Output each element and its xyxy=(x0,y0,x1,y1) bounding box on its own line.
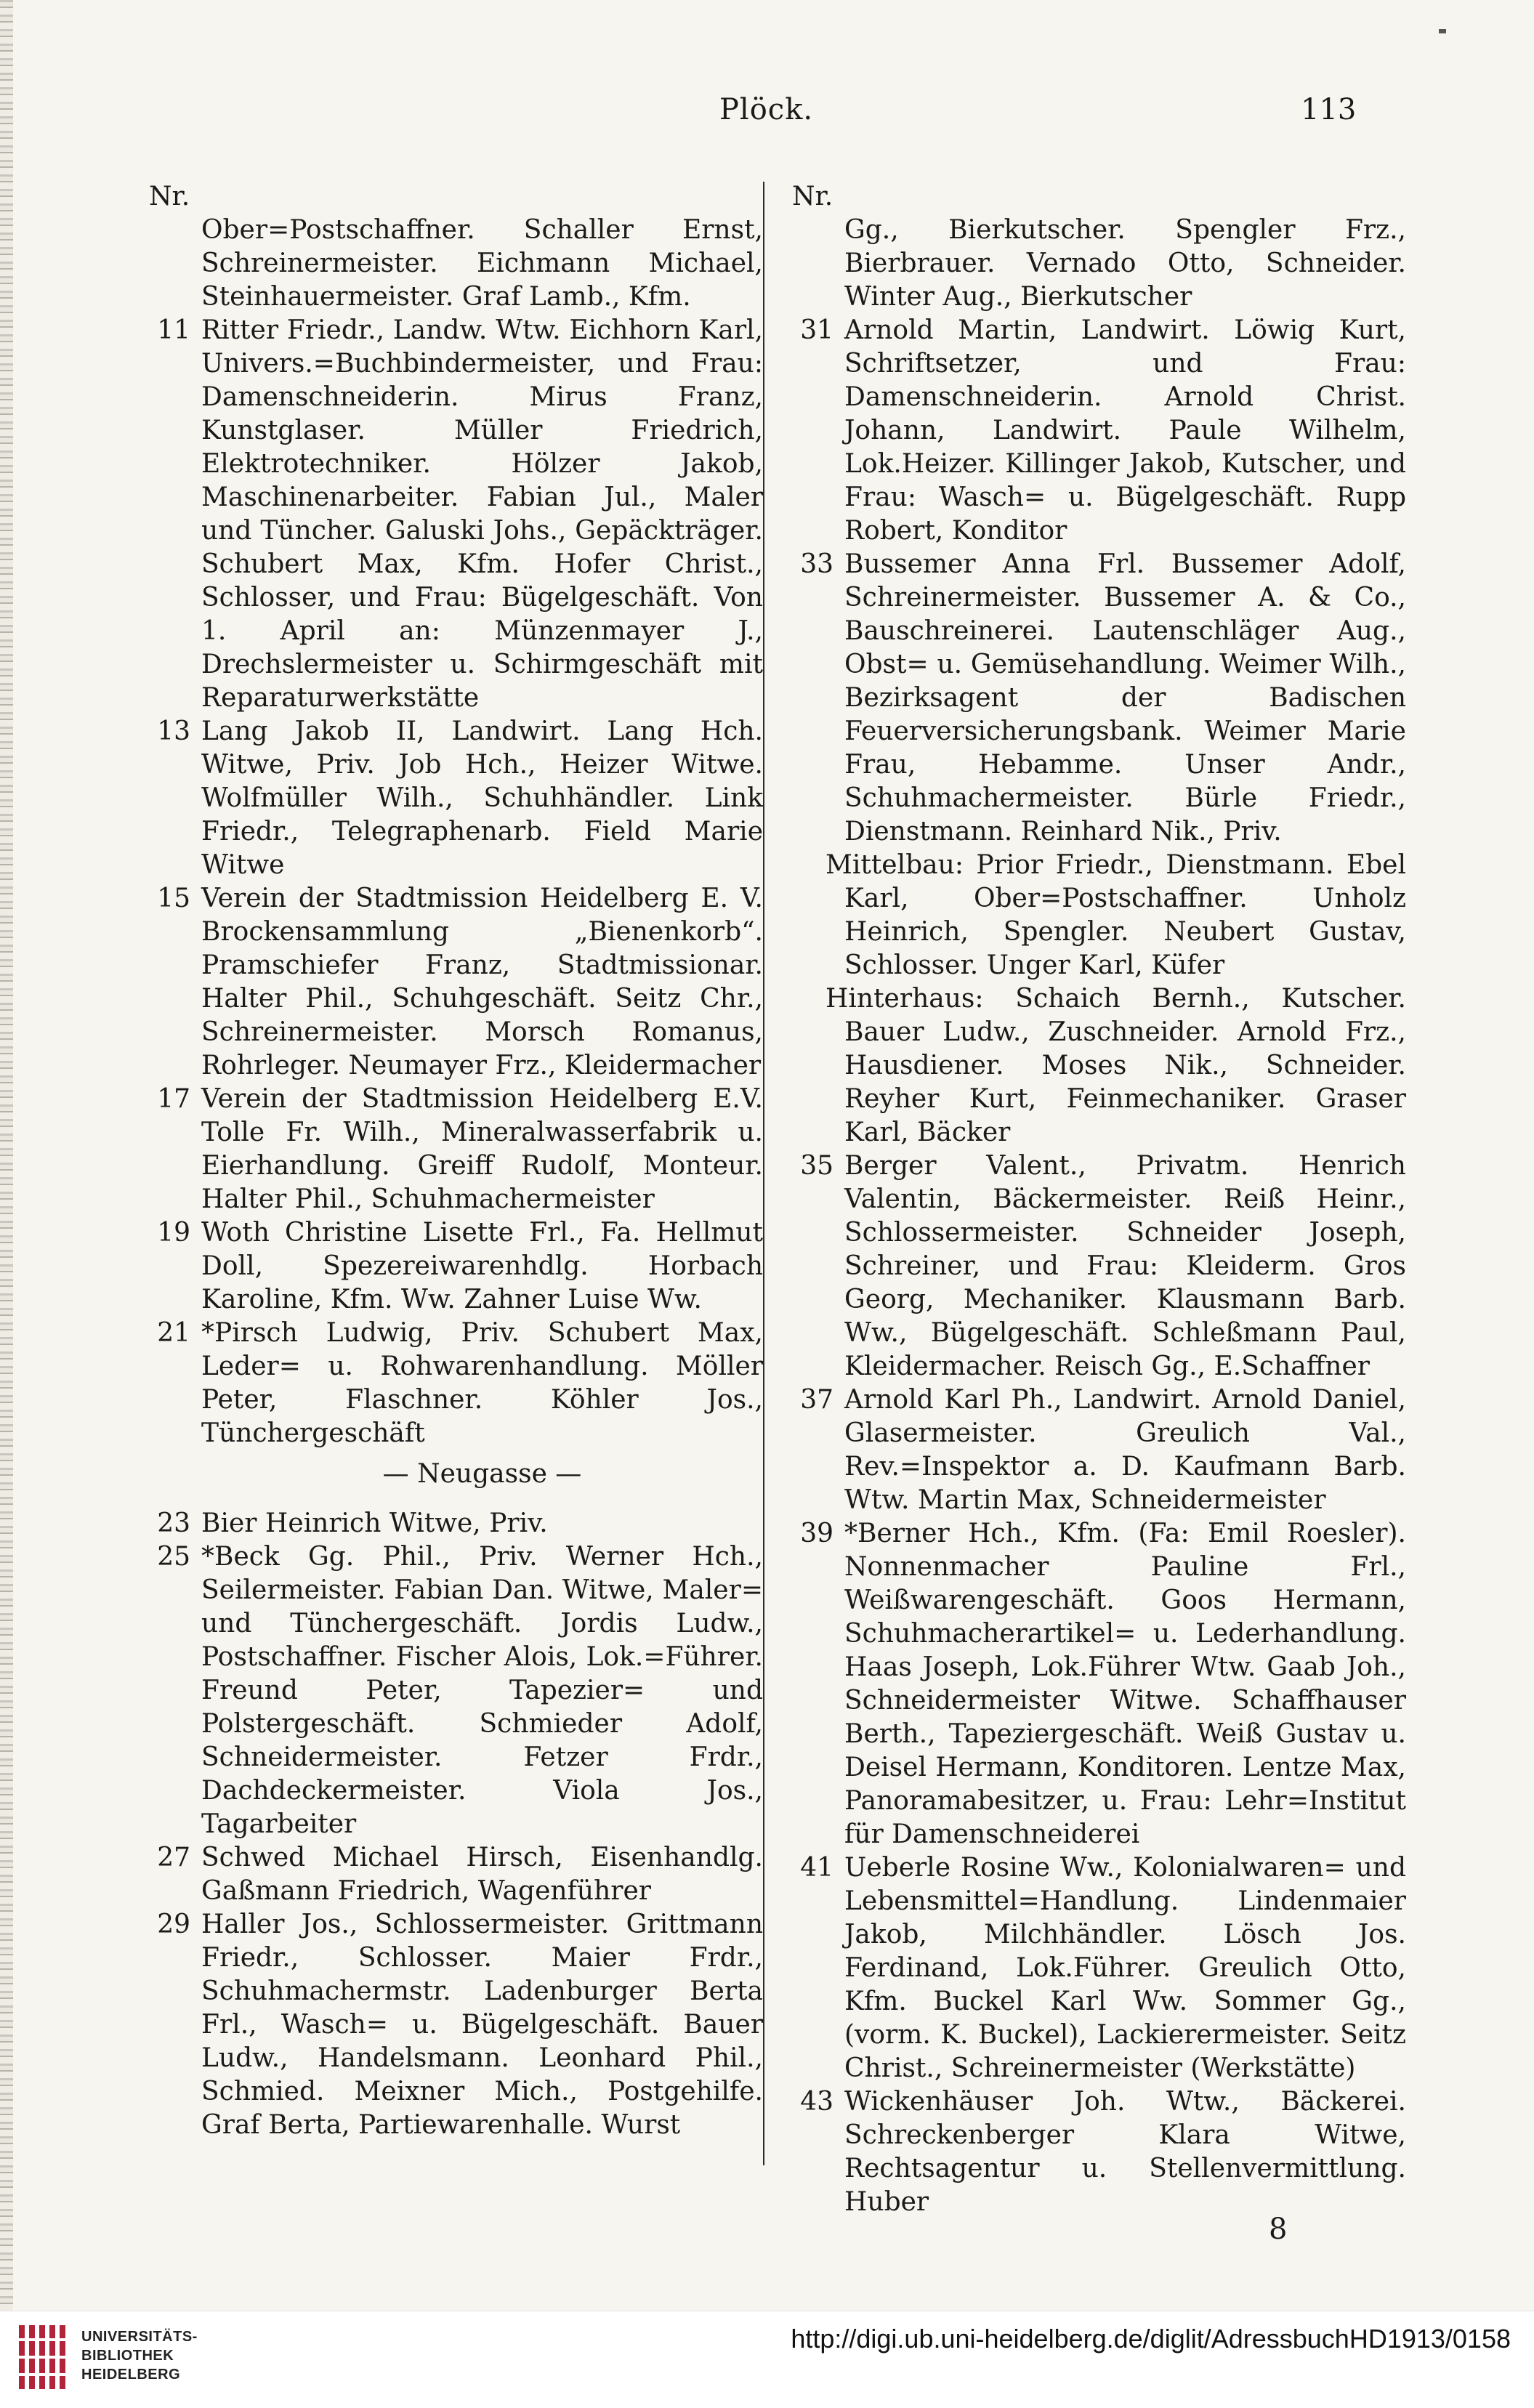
sheet-number: 8 xyxy=(1269,2213,1288,2246)
house-number: 37 xyxy=(800,1385,833,1415)
house-number: 43 xyxy=(800,2087,833,2117)
address-entry xyxy=(138,1216,763,1317)
resident-listing: Bier Heinrich Witwe, Priv. xyxy=(201,1508,548,1538)
column-header: Nr. xyxy=(149,182,190,211)
house-number: 35 xyxy=(800,1151,833,1181)
resident-listing: Woth Christine Lisette Frl., Fa. Hellmut Doll, Spezereiwarenhdlg. Horbach Karoline, Kfm. Ww. Zahner Luise Ww. xyxy=(201,1218,763,1314)
left-column xyxy=(138,180,763,2142)
running-head: Plöck. xyxy=(719,93,814,126)
address-entry xyxy=(781,1150,1406,1383)
house-number: 33 xyxy=(800,549,833,579)
address-entry xyxy=(781,849,1406,982)
address-entry xyxy=(781,214,1406,314)
library-name xyxy=(81,2327,198,2384)
resident-listing: Mittelbau: Prior Friedr., Dienstmann. Ebel Karl, Ober=Postschaffner. Unholz Heinrich, Spengler. Neubert Gustav, Schlosser. Unger Karl, Küfer xyxy=(825,850,1406,980)
address-entry xyxy=(138,1908,763,2142)
resident-listing: Ritter Friedr., Landw. Wtw. Eichhorn Karl, Univers.=Buchbindermeister, und Frau: Damenschneiderin. Mirus Franz, Kunstglaser. Müller Friedrich, Elektrotechniker. Hölzer Jakob, Maschinenarbeiter. Fabian Jul., Maler und Tüncher. Galuski Johs., Gepäckträger. Schubert Max, Kfm. Hofer Christ., Schlosser, und Frau: Bügelgeschäft. Von 1. April an: Münzenmayer J., Drechslermeister u. Schirmgeschäft mit Reparaturwerkstätte xyxy=(201,315,763,713)
resident-listing: Haller Jos., Schlossermeister. Grittmann Friedr., Schlosser. Maier Frdr., Schuhmachermstr. Ladenburger Berta Frl., Wasch= u. Bügelgeschäft. Bauer Ludw., Handelsmann. Leonhard Phil., Schmied. Meixner Mich., Postgehilfe. Graf Berta, Partiewarenhalle. Wurst xyxy=(201,1910,763,2140)
house-number: 27 xyxy=(157,1843,190,1872)
library-name-line: UNIVERSITÄTS- xyxy=(81,2329,198,2345)
address-entry xyxy=(781,314,1406,548)
resident-listing: Arnold Martin, Landwirt. Löwig Kurt, Schriftsetzer, und Frau: Damenschneiderin. Arnold Christ. Johann, Landwirt. Paule Wilhelm, Lok.Heizer. Killinger Jakob, Kutscher, und Frau: Wasch= u. Bügelgeschäft. Rupp Robert, Konditor xyxy=(844,315,1406,546)
resident-listing: *Pirsch Ludwig, Priv. Schubert Max, Leder= u. Rohwarenhandlung. Möller Peter, Flaschner. Köhler Jos., Tünchergeschäft xyxy=(201,1318,763,1448)
house-number: 17 xyxy=(157,1084,190,1114)
right-entries xyxy=(781,214,1406,2219)
house-number: 29 xyxy=(157,1910,190,1939)
address-entry xyxy=(138,1841,763,1908)
book-edge-strip xyxy=(0,0,13,2311)
scan-mark xyxy=(1439,29,1446,33)
column-divider xyxy=(763,182,764,2165)
address-entry xyxy=(138,882,763,1083)
resident-listing: Verein der Stadtmission Heidelberg E.V. Tolle Fr. Wilh., Mineralwasserfabrik u. Eierhandlung. Greiff Rudolf, Monteur. Halter Phil., Schuhmachermeister xyxy=(201,1084,763,1214)
address-entry xyxy=(138,1540,763,1841)
address-entry xyxy=(781,2085,1406,2219)
right-column xyxy=(781,180,1406,2219)
address-entry xyxy=(138,314,763,715)
house-number: 31 xyxy=(800,315,833,345)
resident-listing: Arnold Karl Ph., Landwirt. Arnold Daniel, Glasermeister. Greulich Val., Rev.=Inspektor a. D. Kaufmann Barb. Wtw. Martin Max, Schneidermeister xyxy=(844,1385,1406,1515)
column-header: Nr. xyxy=(792,182,833,211)
library-name-line: BIBLIOTHEK xyxy=(81,2348,174,2364)
resident-listing: Gg., Bierkutscher. Spengler Frz., Bierbrauer. Vernado Otto, Schneider. Winter Aug., Bierkutscher xyxy=(844,215,1406,312)
resident-listing: Verein der Stadtmission Heidelberg E. V. Brockensammlung „Bienenkorb“. Pramschiefer Franz, Stadtmissionar. Halter Phil., Schuhgeschäft. Seitz Chr., Schreinermeister. Morsch Romanus, Rohrleger. Neumayer Frz., Kleidermacher xyxy=(201,884,763,1080)
house-number: 25 xyxy=(157,1542,190,1572)
page-number: 113 xyxy=(1301,93,1357,126)
house-number: 41 xyxy=(800,1853,833,1883)
address-entry xyxy=(138,1507,763,1540)
street-heading: — Neugasse — xyxy=(382,1459,582,1489)
house-number: 21 xyxy=(157,1318,190,1348)
address-entry xyxy=(138,1083,763,1216)
house-number: 19 xyxy=(157,1218,190,1248)
resident-listing: Wickenhäuser Joh. Wtw., Bäckerei. Schreckenberger Klara Witwe, Rechtsagentur u. Stellenvermittlung. Huber xyxy=(844,2087,1406,2217)
address-entry xyxy=(781,548,1406,849)
house-number: 15 xyxy=(157,884,190,913)
address-entry xyxy=(781,1517,1406,1851)
resident-listing: Ueberle Rosine Ww., Kolonialwaren= und Lebensmittel=Handlung. Lindenmaier Jakob, Milchhändler. Lösch Jos. Ferdinand, Lok.Führer. Greulich Otto, Kfm. Buckel Karl Ww. Sommer Gg., (vorm. K. Buckel), Lackierermeister. Seitz Christ., Schreinermeister (Werkstätte) xyxy=(844,1853,1406,2083)
resident-listing: Lang Jakob II, Landwirt. Lang Hch. Witwe, Priv. Job Hch., Heizer Witwe. Wolfmüller Wilh., Schuhhändler. Link Friedr., Telegraphenarb. Field Marie Witwe xyxy=(201,716,763,880)
address-entry xyxy=(781,1383,1406,1517)
address-entry xyxy=(138,1317,763,1450)
left-entries-after xyxy=(138,1507,763,2142)
resident-listing: *Berner Hch., Kfm. (Fa: Emil Roesler). Nonnenmacher Pauline Frl., Weißwarengeschäft. Goos Hermann, Schuhmacherartikel= u. Lederhandlung. Haas Joseph, Lok.Führer Wtw. Gaab Joh., Schneidermeister Witwe. Schaffhauser Berth., Tapeziergeschäft. Weiß Gustav u. Deisel Hermann, Konditoren. Lentze Max, Panoramabesitzer, u. Frau: Lehr=Institut für Damenschneiderei xyxy=(844,1519,1406,1849)
house-number: 39 xyxy=(800,1519,833,1548)
left-entries xyxy=(138,214,763,1450)
address-entry xyxy=(781,982,1406,1150)
university-library-logo-icon xyxy=(17,2324,68,2391)
house-number: 11 xyxy=(157,315,190,345)
resident-listing: Bussemer Anna Frl. Bussemer Adolf, Schreinermeister. Bussemer A. & Co., Bauschreinerei. Lautenschläger Aug., Obst= u. Gemüsehandlung. Weimer Wilh., Bezirksagent der Badischen Feuerversicherungsbank. Weimer Marie Frau, Hebamme. Unser Andr., Schuhmachermeister. Bürle Friedr., Dienstmann. Reinhard Nik., Priv. xyxy=(844,549,1406,847)
resident-listing: Ober=Postschaffner. Schaller Ernst, Schreinermeister. Eichmann Michael, Steinhauermeister. Graf Lamb., Kfm. xyxy=(201,215,763,312)
resident-listing: Hinterhaus: Schaich Bernh., Kutscher. Bauer Ludw., Zuschneider. Arnold Frz., Hausdiener. Moses Nik., Schneider. Reyher Kurt, Feinmechaniker. Graser Karl, Bäcker xyxy=(825,984,1406,1147)
address-entry xyxy=(138,715,763,882)
house-number: 13 xyxy=(157,716,190,746)
library-name-line: HEIDELBERG xyxy=(81,2367,181,2383)
permalink-url[interactable]: http://digi.ub.uni-heidelberg.de/diglit/AdressbuchHD1913/0158 xyxy=(791,2324,1511,2354)
address-entry xyxy=(781,1851,1406,2085)
address-entry xyxy=(138,214,763,314)
resident-listing: Berger Valent., Privatm. Henrich Valentin, Bäckermeister. Reiß Heinr., Schlossermeister. Schneider Joseph, Schreiner, und Frau: Kleiderm. Gros Georg, Mechaniker. Klausmann Barb. Ww., Bügelgeschäft. Schleßmann Paul, Kleidermacher. Reisch Gg., E.Schaffner xyxy=(844,1151,1406,1381)
resident-listing: Schwed Michael Hirsch, Eisenhandlg. Gaßmann Friedrich, Wagenführer xyxy=(201,1843,763,1906)
house-number: 23 xyxy=(157,1508,190,1538)
resident-listing: *Beck Gg. Phil., Priv. Werner Hch., Seilermeister. Fabian Dan. Witwe, Maler= und Tünchergeschäft. Jordis Ludw., Postschaffner. Fischer Alois, Lok.=Führer. Freund Peter, Tapezier= und Polstergeschäft. Schmieder Adolf, Schneidermeister. Fetzer Frdr., Dachdeckermeister. Viola Jos., Tagarbeiter xyxy=(201,1542,763,1839)
